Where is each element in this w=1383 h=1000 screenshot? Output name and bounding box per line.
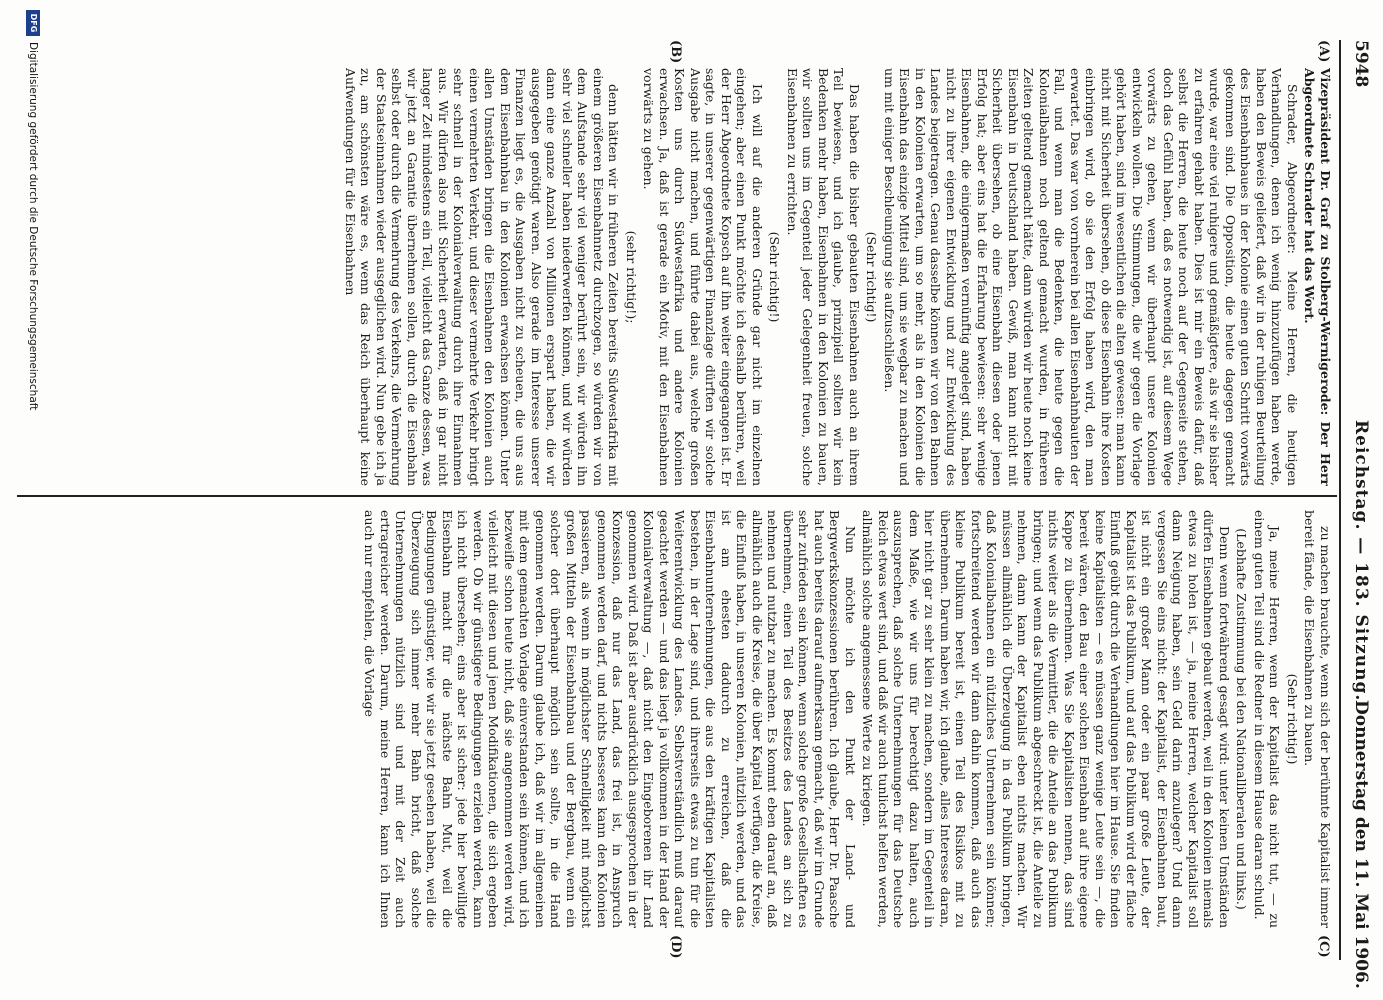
margin-mark-b: (B): [668, 40, 683, 64]
session-date: Donnerstag den 11. Mai 1906.: [1351, 700, 1371, 989]
page-number: 5948: [1351, 40, 1371, 88]
speaker-intro: Vizepräsident Dr. Graf zu Stolberg-Wernigerode: Der Herr Abgeordnete Schrader hat das Wort.: [1302, 68, 1333, 486]
page-title: Reichstag. — 183. Sitzung.: [1351, 420, 1371, 702]
paragraph: Denn wenn fortwährend gesagt wird: unter keinen Umständen dürfen Eisenbahnen gebaut werden, weil in den Kolonien niemals etwas zu holen ist, — ja, meine Herren, welcher Kapitalist soll dann Neigung haben, sein Geld darin anzulegen? Und dann vergessen Sie eins nicht: der Kapitalist, der Eisenbahnen baut, ist nicht ein großer Mann oder ein paar große Leute, der Kapitalist ist das Publikum, und auf das Publikum wird der fläche Einfluß geübt durch die Verhandlungen hier im Hause. Sie finden keine Kapitalisten — es müssen ganz wenige Leute sein —, die bereit wären, den Bau einer solchen Eisenbahn auf ihre eigene Kappe zu übernehmen. Was Sie Kapitalisten nennen, das sind nichts weiter als die Vermittler, die die Anteile an das Publikum bringen; und wenn das Publikum abgeschreckt ist, die Anteile zu nehmen, dann kann der Kapitalist eben nichts machen. Wir müssen allmählich die Überzeugung in das Publikum bringen, daß Kolonialbahnen ein nützliches Unternehmen sein können; fortschreitend werden wir dann dahin kommen, daß auch das kleine Publikum bereit ist, einen Teil des Risikos mit zu übernehmen. Darum haben wir, ich glaube, alles Interesse daran, hier nicht gar zu sehr klein zu machen, sondern im Gegenteil in dem Maße, wie wir uns für berechtigt dazu halten, auch auszusprechen, daß solche Unternehmungen für das Deutsche Reich etwas wert sind, und daß wir auch tunlichst helfen werden, allmählich solche angemessene Werte zu kriegen.: [860, 510, 1232, 928]
margin-mark-c: (C): [1316, 935, 1331, 958]
margin-mark-a: (A): [1316, 40, 1331, 63]
column-divider: [17, 495, 1337, 497]
paragraph: Schrader, Abgeordneter: Meine Herren, die heutigen Verhandlungen, denen ich wenig hinzuzufügen haben werde, haben den Beweis geliefert, daß wir in der ruhigen Beurteilung des Eisenbahnbaues in der Kolonie einen guten Schritt vorwärts gekommen sind. Die Opposition, die heute dagegen gemacht wurde, war eine viel ruhigere und gemäßigtere, als wir sie bisher zu erfahren gehabt haben. Dies ist mir ein Beweis dafür, daß selbst die Herren, die heute noch auf der Gegenseite stehen, doch das Gefühl haben, daß es notwendig ist, auf diesem Wege vorwärts zu gehen, wenn wir überhaupt unsere Kolonien entwickeln wollen. Die Stimmungen, die wir gegen die Vorlage gehört haben, sind im wesentlichen die alten gewesen: man kann nicht mit Sicherheit übersehen, ob diese Eisenbahn ihre Kosten einbringen wird, ob sie den Erfolg haben wird, den man erwartet. Das war von vornherein bei allen Eisenbahnbauten der Fall, und wenn man die Bedenken, die heute gegen die Kolonialbahnen noch geltend gemacht wurden, in früheren Zeiten geltend gemacht hätte, dann würden wir heute noch keine Eisenbahn in Deutschland haben. Gewiß, man kann nicht mit Sicherheit übersehen, ob eine Eisenbahn diesen oder jenen Erfolg hat; aber eins hat die Erfahrung bewiesen: sehr wenige Eisenbahnen, die einigermaßen vernünftig angelegt sind, haben nicht zu ihrer eigenen Entwicklung und zur Entwicklung des Landes beigetragen. Genau dasselbe können wir von den Bahnen in den Kolonien erwarten, um so mehr, als in den Kolonien die Eisenbahn das einzige Mittel sind, um sie wegbar zu machen und um mit einiger Beschleunigung sie aufzuschließen.: [882, 68, 1300, 486]
dfg-logo: DFG: [26, 10, 40, 36]
interjection: (Sehr richtig!): [767, 231, 783, 323]
paragraph: zu machen brauchte, wenn sich der berühmte Kapitalist immer bereit fände, die Eisenbahnen zu bauen.: [1302, 510, 1333, 928]
header-rule: [1339, 40, 1341, 960]
paragraph: Ich will auf die anderen Gründe gar nicht im einzelnen eingehen; aber einen Punkt möchte ich deshalb berühren, weil der Herr Abgeordnete Kopsch auf ihn weiter eingegangen ist. Er sagte, in unserer gegenwärtigen Finanzlage dürften wir solche Ausgabe nicht machen, und führte dabei aus, welche großen Kosten uns durch Südwestafrika und andere Kolonien erwachsen. Ja, daß ist gerade ein Motiv, mit den Eisenbahnen vorwärts zu gehen.: [641, 68, 765, 486]
interjection: (Sehr richtig!): [864, 231, 880, 323]
margin-mark-d: (D): [668, 935, 683, 959]
paragraph: Das haben die bisher gebauten Eisenbahnen auch an ihrem Teil bewiesen, und ich glaube, prinzipiell sollten wir kein Bedenken mehr haben, Eisenbahnen in den Kolonien zu bauen, wir sollten uns im Gegenteil jeder Gelegenheit freuen, solche Eisenbahnen zu errichten.: [785, 68, 862, 486]
paragraph: denn hätten wir in früheren Zeiten bereits Südwestafrika mit einem größeren Eisenbahnnetz durchzogen, so würden wir von dem Aufstande sehr viel weniger berührt sein, wir würden ihn sehr viel schneller haben niederwerfen können, und wir würden dann eine ganze Anzahl von Millionen erspart haben, die wir ausgegeben genötigt waren. Also gerade im Interesse unserer Finanzen liegt es, die Ausgaben nicht zu scheuen, die uns aus dem Eisenbahnbau in den Kolonien erwachsen können. Unter allen Umständen bringen die Eisenbahnen den Kolonien auch einen vermehrten Verkehr, und dieser vermehrte Verkehr bringt sehr schnell in der Kolonialverwaltung durch ihre Einnahmen aus. Wir dürfen also mit Sicherheit erwarten, daß in gar nicht langer Zeit mindestens ein Teil, vielleicht das Ganze dessen, was wir jetzt an Garantie übernehmen sollen, durch die Eisenbahn selbst oder durch die Vermehrung des Verkehrs, die Vermehrung der Staatseinnahmen wieder ausgeglichen wird. Nun gebe ich ja zu, am schönsten wäre es, wenn das Reich überhaupt keine Aufwendungen für die Eisenbahnen: [343, 68, 622, 486]
paragraph: Ja, meine Herren, wenn der Kapitalist das nicht tut, — zu einem guten Teil sind die Redner in diesem Hause daran schuld.: [1252, 510, 1283, 928]
interjection: (Sehr richtig!): [1285, 673, 1300, 765]
paragraph: Nun möchte ich den Punkt der Land- und Bergwerkskonzessionen berühren. Ich glaube, Herr Dr. Paasche hat auch bereits darauf aufmerksam gemacht, daß wir im Grunde sehr zufrieden sein können, wenn solche große Gesellschaften es übernehmen, einen Teil des Besitzes des Landes an sich zu nehmen und nutzbar zu machen. Es kommt eben darauf an, daß allmählich auch die Kreise, die über Kapital verfügen, die Kreise, die Einfluß haben, in unseren Kolonien, nützlich werden, und das ist am ehesten dadurch zu erreichen, daß die Eisenbahnunternehmungen, die aus den kräftigen Kapitalisten bestehen, in der Lage sind, und ihrerseits etwas zu tun für die Weiterentwicklung des Landes. Selbstverständlich muß darauf geachtet werden — und das liegt ja vollkommen in der Hand der Kolonialverwaltung —, daß nicht den Eingeborenen ihr Land genommen wird. Daß ist aber ausdrücklich ausgesprochen in der Konzession, daß nur das Land, das frei ist, in Anspruch genommen werden darf, und nichts besseres kann den Kolonien passieren, als wenn in möglichster Schnelligkeit mit möglichst großen Mitteln der Eisenbahnbau und der Bergbau, wenn ein solcher dort überhaupt möglich sein sollte, in die Hand genommen werden. Darum glaube ich, daß wir im allgemeinen mit dem gemachten Vorlage einverstanden sein können, und ich bezweifle schon heute nicht, daß sie angenommen werden wird, vielleicht mit diesen und jenen Modifikationen, die sich ergeben werden. Ob wir günstigere Bedingungen erzielen werden, kann ich nicht übersehen; eins aber ist sicher: jede hier bewilligte Eisenbahn macht für die nächste Bahn Mut, weil die Bedingungen günstiger, wie wir sie jetzt gesehen haben, weil die Überzeugung sich immer mehr Bahn bricht, daß solche Unternehmungen nützlich sind und mit der Zeit auch ertragreicher werden. Darum, meine Herren, kann ich Ihnen auch nur empfehlen, die Vorlage: [362, 510, 858, 928]
right-text-column: [21, 510, 1333, 928]
interjection: (Lebhafte Zustimmung bei den Nationalliberalen und links.): [1234, 528, 1250, 910]
left-text-column: [21, 68, 1333, 486]
digitization-footer: [20, 0, 46, 1000]
footer-credit: Digitalisierung gefördert durch die Deutsche Forschungsgemeinschaft: [27, 42, 39, 411]
interjection: (sehr richtig!);: [624, 230, 639, 324]
